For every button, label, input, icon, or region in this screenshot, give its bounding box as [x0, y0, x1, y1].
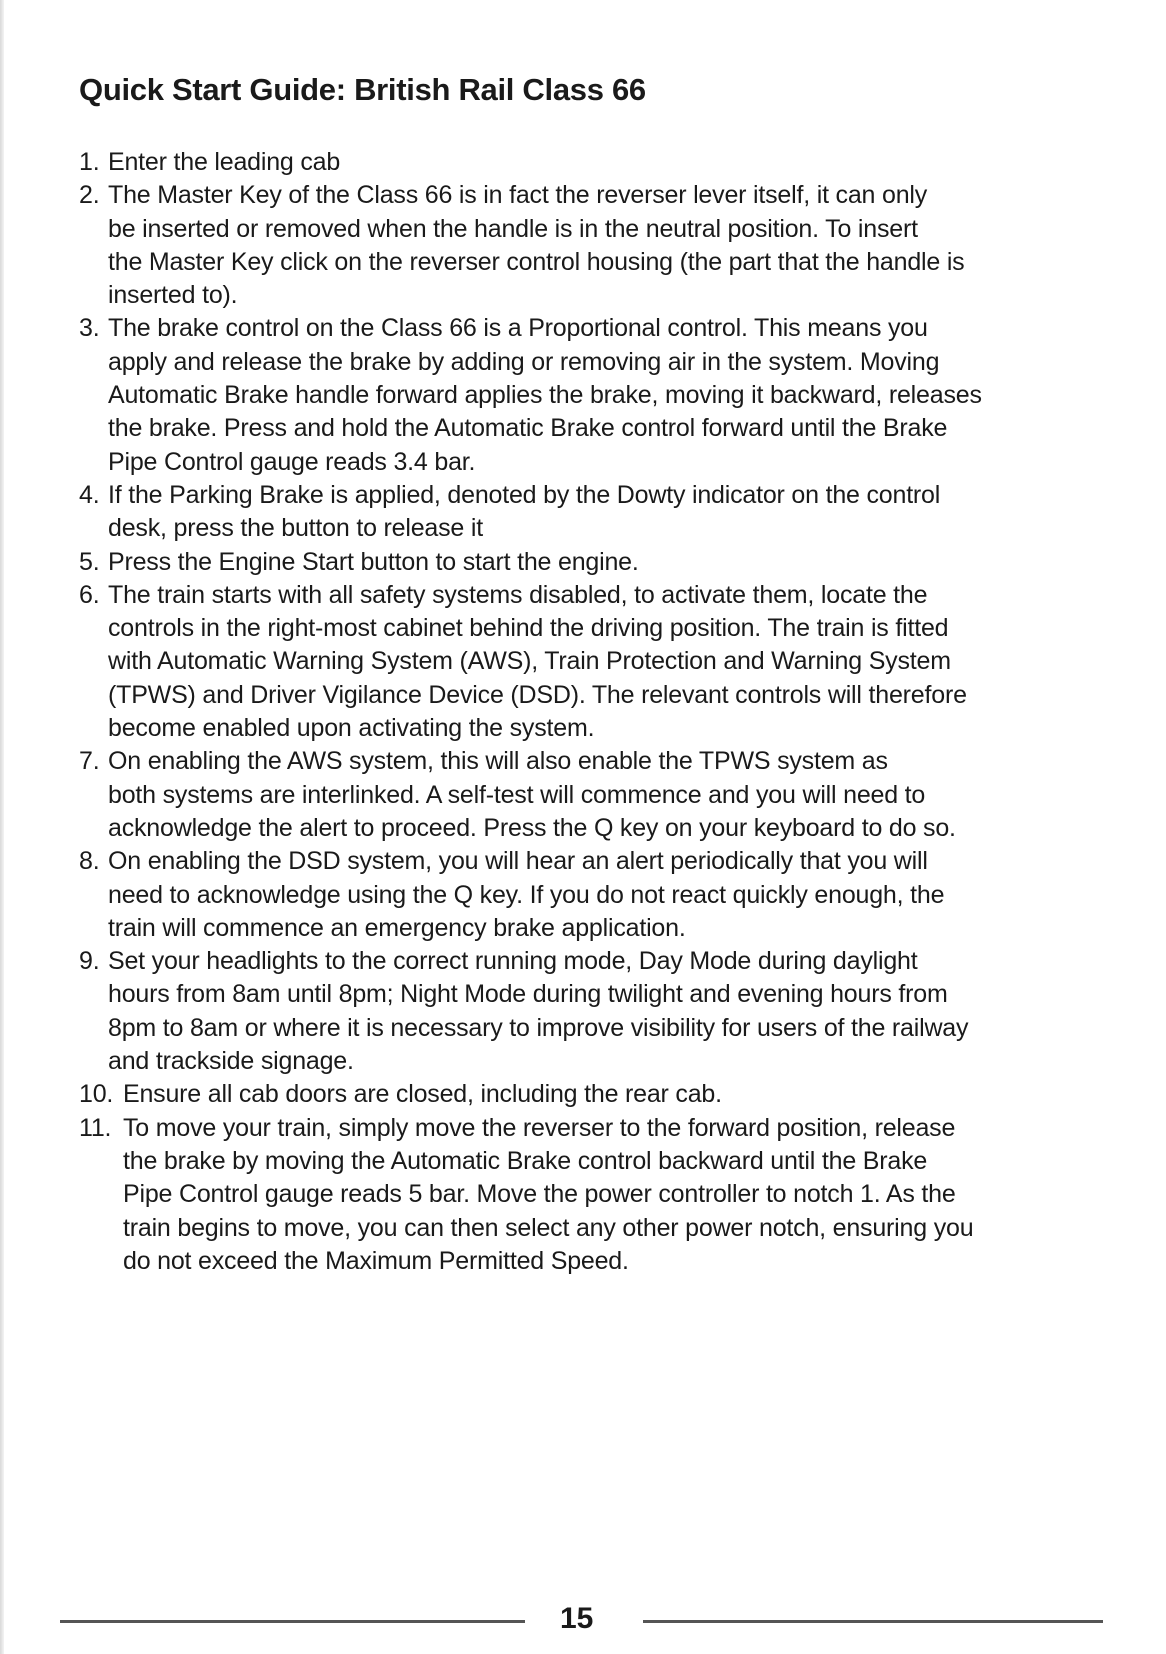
step-item — [79, 1078, 1119, 1111]
step-text-line: On enabling the AWS system, this will also enable the TPWS system as — [108, 747, 888, 776]
step-text-line: 8pm to 8am or where it is necessary to improve visibility for users of the railway — [108, 1013, 969, 1042]
step-text-line: The train starts with all safety systems disabled, to activate them, locate the — [108, 580, 928, 609]
step-item — [79, 845, 1119, 945]
step-text-line: both systems are interlinked. A self-test will commence and you will need to — [108, 780, 926, 809]
page-edge — [0, 0, 4, 1654]
step-text-line: acknowledge the alert to proceed. Press the Q key on your keyboard to do so. — [108, 813, 956, 842]
step-item — [79, 312, 1119, 478]
step-text-line: Automatic Brake handle forward applies the brake, moving it backward, releases — [108, 381, 982, 410]
step-number: 6. — [79, 580, 100, 609]
page-title: Quick Start Guide: British Rail Class 66 — [79, 72, 646, 107]
step-text-line: Set your headlights to the correct running mode, Day Mode during daylight — [108, 947, 918, 976]
step-text-line: apply and release the brake by adding or removing air in the system. Moving — [108, 347, 940, 376]
step-text-line: If the Parking Brake is applied, denoted by the Dowty indicator on the control — [108, 480, 941, 509]
page-number: 15 — [560, 1602, 594, 1635]
step-text-line: desk, press the button to release it — [108, 514, 483, 543]
step-text-line: train begins to move, you can then select any other power notch, ensuring you — [123, 1213, 974, 1242]
step-text-line: train will commence an emergency brake application. — [108, 913, 686, 942]
step-text-line: Pipe Control gauge reads 5 bar. Move the power controller to notch 1. As the — [123, 1180, 956, 1209]
step-item — [79, 579, 1119, 745]
step-number: 1. — [79, 148, 100, 176]
step-text-line: the brake. Press and hold the Automatic Brake control forward until the Brake — [108, 414, 948, 443]
step-text-line: with Automatic Warning System (AWS), Train Protection and Warning System — [108, 647, 951, 676]
step-text-line: and trackside signage. — [108, 1047, 354, 1076]
step-item — [79, 146, 1119, 179]
step-text-line: controls in the right-most cabinet behind the driving position. The train is fitted — [108, 614, 949, 643]
step-number: 11. — [79, 1113, 112, 1142]
footer-rule-left — [60, 1620, 525, 1623]
step-number: 2. — [79, 181, 100, 210]
step-item — [79, 479, 1119, 546]
step-text-line: The Master Key of the Class 66 is in fact the reverser lever itself, it can only — [108, 181, 928, 210]
step-text-line: need to acknowledge using the Q key. If you do not react quickly enough, the — [108, 880, 945, 909]
step-item — [79, 179, 1119, 312]
step-item — [79, 745, 1119, 845]
step-text-line: the Master Key click on the reverser control housing (the part that the handle is — [108, 247, 965, 276]
step-number: 9. — [79, 947, 100, 976]
step-text-line: be inserted or removed when the handle is in the neutral position. To insert — [108, 214, 918, 243]
step-text-line: the brake by moving the Automatic Brake control backward until the Brake — [123, 1146, 928, 1175]
step-item — [79, 1112, 1119, 1278]
step-number: 3. — [79, 314, 100, 343]
step-number: 10. — [79, 1080, 114, 1109]
footer-rule-right — [643, 1620, 1103, 1623]
step-number: 5. — [79, 547, 100, 576]
step-text-line: Enter the leading cab — [108, 148, 341, 176]
step-text-line: The brake control on the Class 66 is a Proportional control. This means you — [108, 314, 928, 343]
step-text-line: Press the Engine Start button to start the engine. — [108, 547, 639, 576]
step-text-line: hours from 8am until 8pm; Night Mode during twilight and evening hours from — [108, 980, 948, 1009]
step-item — [79, 945, 1119, 1078]
step-item — [79, 546, 1119, 579]
step-number: 7. — [79, 747, 100, 776]
step-text-line: To move your train, simply move the reverser to the forward position, release — [123, 1113, 956, 1142]
step-number: 8. — [79, 847, 100, 876]
step-text-line: do not exceed the Maximum Permitted Speed. — [123, 1246, 629, 1275]
step-text-line: Ensure all cab doors are closed, including the rear cab. — [123, 1080, 722, 1109]
step-text-line: inserted to). — [108, 281, 238, 310]
step-text-line: Pipe Control gauge reads 3.4 bar. — [108, 447, 476, 476]
step-text-line: On enabling the DSD system, you will hear an alert periodically that you will — [108, 847, 928, 876]
step-number: 4. — [79, 480, 100, 509]
steps-list — [79, 146, 1119, 1278]
step-text-line: (TPWS) and Driver Vigilance Device (DSD). The relevant controls will therefore — [108, 680, 967, 709]
step-text-line: become enabled upon activating the system. — [108, 714, 595, 743]
